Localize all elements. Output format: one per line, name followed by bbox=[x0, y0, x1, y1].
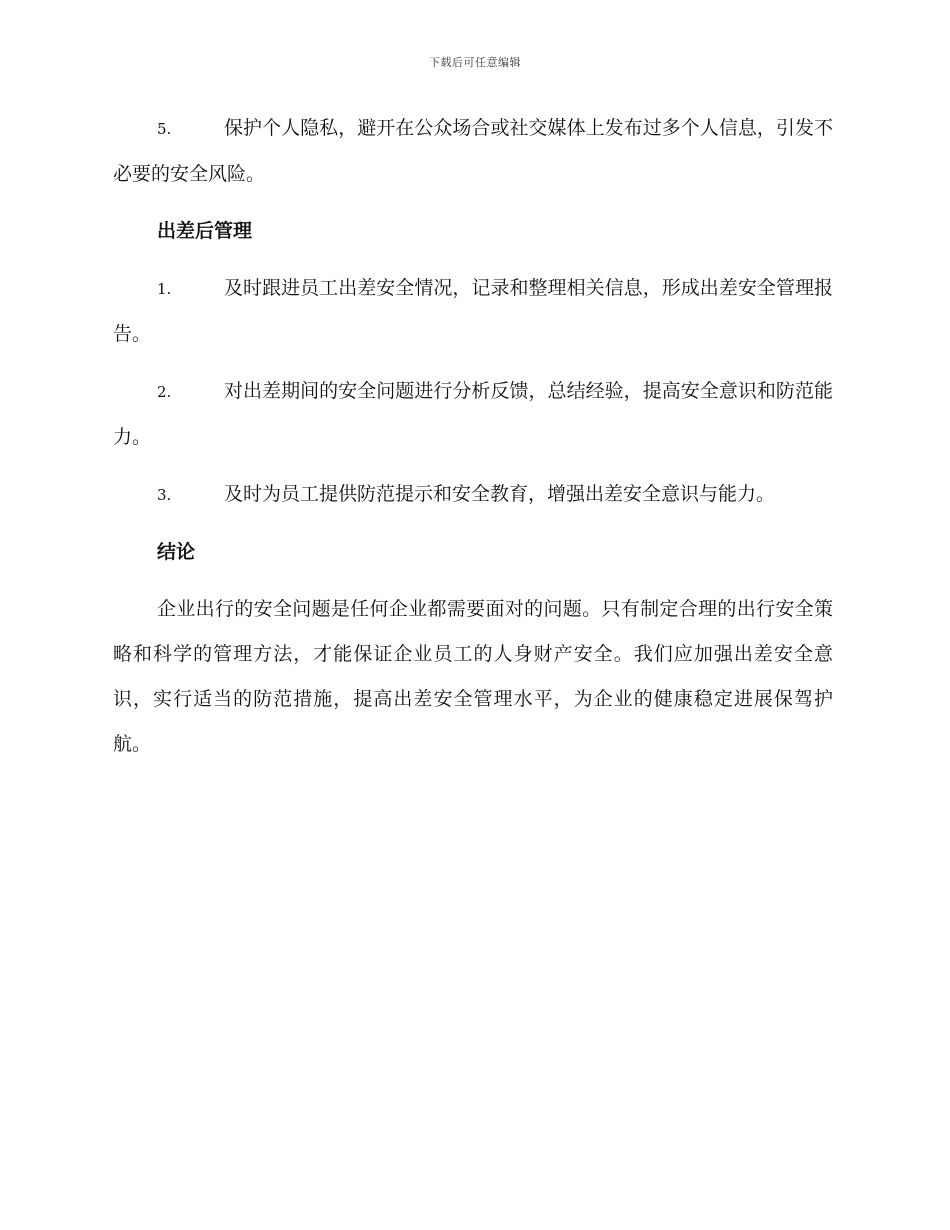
conclusion-paragraph: 企业出行的安全问题是任何企业都需要面对的问题。只有制定合理的出行安全策略和科学的管理方法，才能保证企业员工的人身财产安全。我们应加强出差安全意识，实行适当的防范措施，提高出差安全管理水平，为企业的健康稳定进展保驾护航。 bbox=[113, 598, 833, 755]
list-item-text: 对出差期间的安全问题进行分析反馈，总结经验，提高安全意识和防范能力。 bbox=[113, 380, 833, 448]
list-item-number: 1. bbox=[157, 280, 172, 298]
list-item bbox=[113, 472, 833, 518]
section-heading-after-trip: 出差后管理 bbox=[157, 220, 253, 242]
list-item-number: 3. bbox=[157, 486, 172, 504]
list-item-number: 5. bbox=[157, 120, 172, 138]
list-item-text: 保护个人隐私，避开在公众场合或社交媒体上发布过多个人信息，引发不必要的安全风险。 bbox=[113, 117, 833, 185]
section-heading-conclusion: 结论 bbox=[157, 541, 196, 563]
document-body bbox=[113, 106, 833, 779]
list-item bbox=[113, 266, 833, 357]
list-item-privacy bbox=[113, 106, 833, 197]
list-item bbox=[113, 369, 833, 460]
list-item-number: 2. bbox=[157, 383, 172, 401]
list-item-text: 及时为员工提供防范提示和安全教育，增强出差安全意识与能力。 bbox=[224, 483, 776, 505]
list-item-text: 及时跟进员工出差安全情况，记录和整理相关信息，形成出差安全管理报告。 bbox=[113, 277, 833, 345]
header-note: 下载后可任意编辑 bbox=[429, 56, 521, 69]
